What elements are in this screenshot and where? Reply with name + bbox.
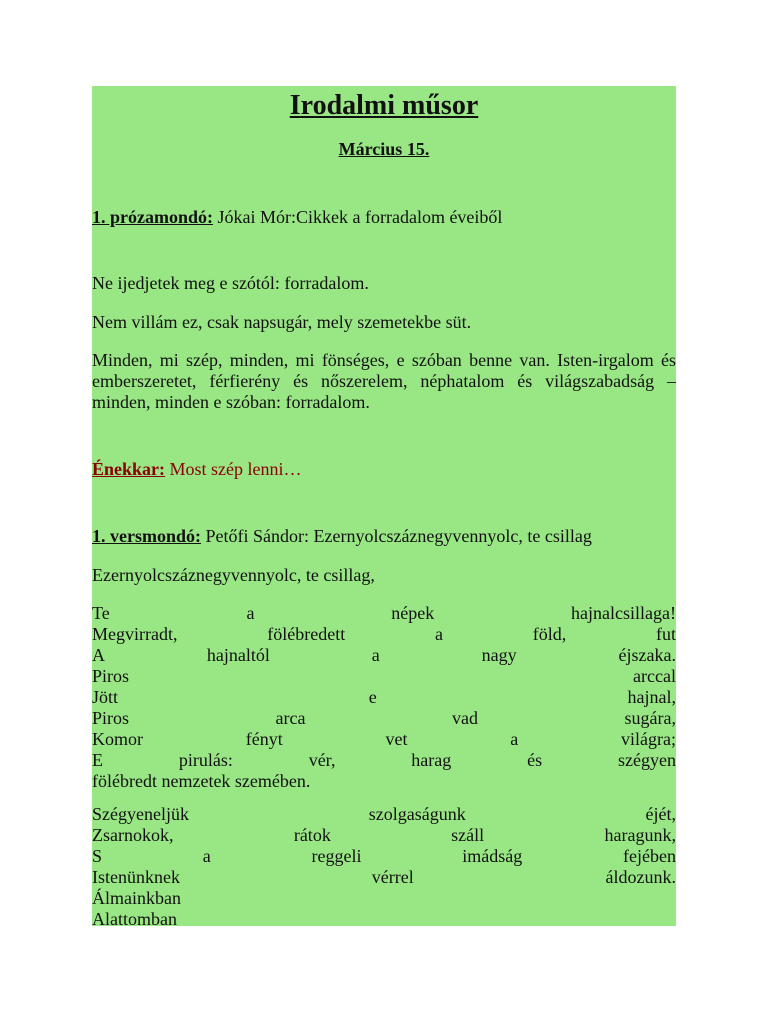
poem-word: népek (391, 603, 435, 623)
poem-word: szolgaságunk (368, 804, 466, 824)
prose-paragraph-1: Ne ijedjetek meg e szótól: forradalom. (92, 273, 369, 293)
poem-word: rátok (293, 825, 331, 845)
poem-line (92, 729, 676, 750)
poem-word: fut (655, 624, 676, 644)
poem-word: fölébredett (267, 624, 346, 644)
poem-word: harag (411, 750, 452, 770)
poem-word: vet (385, 729, 408, 749)
poem-word: fejében (623, 846, 676, 866)
section-choir-heading (92, 459, 676, 480)
page-title: Irodalmi műsor (289, 90, 479, 121)
poem-word: hajnalcsillaga! (571, 603, 676, 623)
poem-word: Piros (92, 666, 130, 686)
poem-line (92, 708, 676, 729)
poem-line (92, 666, 676, 687)
poem-word: világra; (620, 729, 676, 749)
poem-word: a (371, 645, 380, 665)
poem-word: arca (275, 708, 306, 728)
poem-word: imádság (462, 846, 523, 866)
poem-word: sugára, (624, 708, 676, 728)
poem-word: pirulás: (178, 750, 233, 770)
poem-word: a (246, 603, 255, 623)
poem-word: a (434, 624, 443, 644)
poem-word: és (527, 750, 543, 770)
poem-reader-label: 1. versmondó: (92, 526, 201, 546)
poem-word: föld, (532, 624, 567, 644)
poem-word: reggeli (311, 846, 362, 866)
choir-label: Énekkar: (92, 459, 166, 479)
document-page (92, 86, 676, 926)
poem-line (92, 846, 676, 867)
poem-word: áldozunk. (605, 867, 676, 887)
poem-word: E (92, 750, 103, 770)
page-subtitle: Március 15. (338, 139, 430, 159)
poem-line: Álmainkban (92, 888, 181, 908)
prose-reader-label: 1. prózamondó: (92, 207, 213, 227)
poem-word: Zsarnokok, (92, 825, 174, 845)
section-poem-heading (92, 526, 676, 547)
poem-line (92, 603, 676, 624)
choir-song-title: Most szép lenni… (165, 459, 302, 479)
poem-line (92, 645, 676, 666)
poem-word: Megvirradt, (92, 624, 178, 644)
poem-word: Komor (92, 729, 143, 749)
poem-word: Szégyeneljük (92, 804, 189, 824)
poem-word: éjét, (645, 804, 676, 824)
poem-word: hajnaltól (206, 645, 270, 665)
poem-line: Alattomban (92, 909, 177, 926)
poem-line (92, 804, 676, 825)
prose-paragraph-2: Nem villám ez, csak napsugár, mely szemetekbe süt. (92, 312, 472, 332)
poem-word: vér, (308, 750, 336, 770)
poem-line (92, 867, 676, 888)
section-prose-heading (92, 207, 676, 228)
prose-work-title: Jókai Mór:Cikkek a forradalom éveiből (213, 207, 503, 227)
poem-word: Te (92, 603, 110, 623)
poem-line (92, 750, 676, 771)
poem-word: Istenünknek (92, 867, 180, 887)
poem-word: e (368, 687, 377, 707)
poem-word: szégyen (617, 750, 676, 770)
poem-word: nagy (481, 645, 517, 665)
poem-line (92, 825, 676, 846)
poem-work-title: Petőfi Sándor: Ezernyolcszáznegyvennyolc, te csillag (201, 526, 592, 546)
poem-word: vad (451, 708, 478, 728)
poem-stanza-1 (92, 603, 676, 792)
poem-word: S (92, 846, 103, 866)
poem-first-line: Ezernyolcszáznegyvennyolc, te csillag, (92, 565, 375, 585)
poem-word: a (202, 846, 211, 866)
poem-word: fényt (245, 729, 283, 749)
poem-word: száll (451, 825, 485, 845)
poem-line (92, 624, 676, 645)
poem-word: vérrel (371, 867, 414, 887)
poem-line: fölébredt nemzetek szemében. (92, 771, 311, 791)
poem-word: Jött (92, 687, 119, 707)
poem-stanza-2 (92, 804, 676, 926)
prose-paragraph-3: Minden, mi szép, minden, mi fönséges, e szóban benne van. Isten-irgalom és emberszeretet, férfierény és nőszerelem, néphatalom és világszabadság – minden, minden e szóban: forradalom. (92, 350, 676, 412)
poem-word: A (92, 645, 105, 665)
poem-word: a (510, 729, 519, 749)
poem-word: Piros (92, 708, 130, 728)
poem-word: éjszaka. (618, 645, 676, 665)
poem-word: arccal (633, 666, 676, 686)
poem-word: hajnal, (627, 687, 676, 707)
poem-word: haragunk, (604, 825, 676, 845)
poem-line (92, 687, 676, 708)
